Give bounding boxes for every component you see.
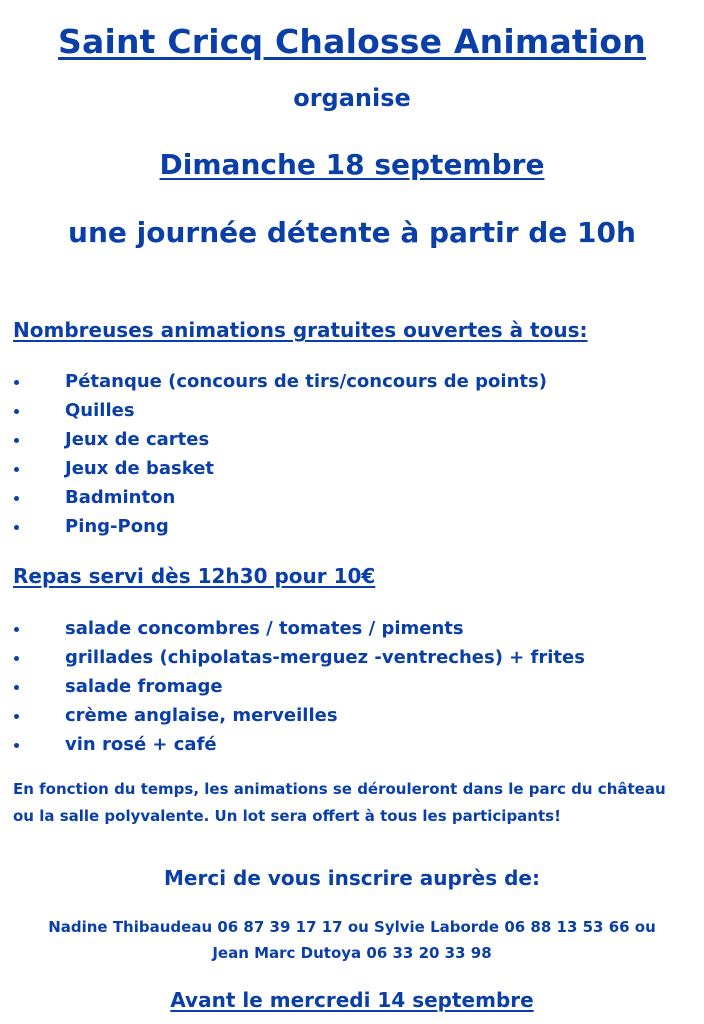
activities-heading: Nombreuses animations gratuites ouvertes à tous: bbox=[13, 318, 588, 342]
bullet-icon bbox=[14, 627, 19, 632]
bullet-icon bbox=[14, 438, 19, 443]
contact-info bbox=[0, 914, 704, 966]
list-item-label: vin rosé + café bbox=[65, 734, 217, 755]
list-item-label: Pétanque (concours de tirs/concours de points) bbox=[65, 371, 547, 392]
list-item-label: salade fromage bbox=[65, 676, 223, 697]
registration-heading: Merci de vous inscrire auprès de: bbox=[164, 866, 540, 890]
page-title: Saint Cricq Chalosse Animation bbox=[58, 22, 646, 61]
list-item-label: Ping-Pong bbox=[65, 516, 169, 537]
list-item-label: salade concombres / tomates / piments bbox=[65, 618, 464, 639]
bullet-icon bbox=[14, 467, 19, 472]
list-item-label: grillades (chipolatas-merguez -ventreches) + frites bbox=[65, 647, 585, 668]
bullet-icon bbox=[14, 496, 19, 501]
list-item-label: Quilles bbox=[65, 400, 135, 421]
tagline: une journée détente à partir de 10h bbox=[68, 216, 636, 249]
registration-deadline: Avant le mercredi 14 septembre bbox=[170, 988, 534, 1012]
note-line-2: ou la salle polyvalente. Un lot sera offert à tous les participants! bbox=[13, 807, 561, 825]
bullet-icon bbox=[14, 525, 19, 530]
event-date: Dimanche 18 septembre bbox=[159, 148, 545, 181]
bullet-icon bbox=[14, 743, 19, 748]
contact-line-1: Nadine Thibaudeau 06 87 39 17 17 ou Sylvie Laborde 06 88 13 53 66 ou bbox=[48, 918, 656, 936]
list-item-label: crème anglaise, merveilles bbox=[65, 705, 338, 726]
list-item-label: Badminton bbox=[65, 487, 176, 508]
meal-heading: Repas servi dès 12h30 pour 10€ bbox=[13, 564, 376, 588]
note-line-1: En fonction du temps, les animations se dérouleront dans le parc du château bbox=[13, 780, 666, 798]
list-item-label: Jeux de cartes bbox=[65, 429, 210, 450]
list-item-label: Jeux de basket bbox=[65, 458, 215, 479]
bullet-icon bbox=[14, 714, 19, 719]
bullet-icon bbox=[14, 685, 19, 690]
bullet-icon bbox=[14, 409, 19, 414]
subtitle: organise bbox=[293, 84, 411, 112]
bullet-icon bbox=[14, 380, 19, 385]
contact-line-2: Jean Marc Dutoya 06 33 20 33 98 bbox=[212, 944, 492, 962]
bullet-icon bbox=[14, 656, 19, 661]
info-note bbox=[13, 776, 693, 830]
